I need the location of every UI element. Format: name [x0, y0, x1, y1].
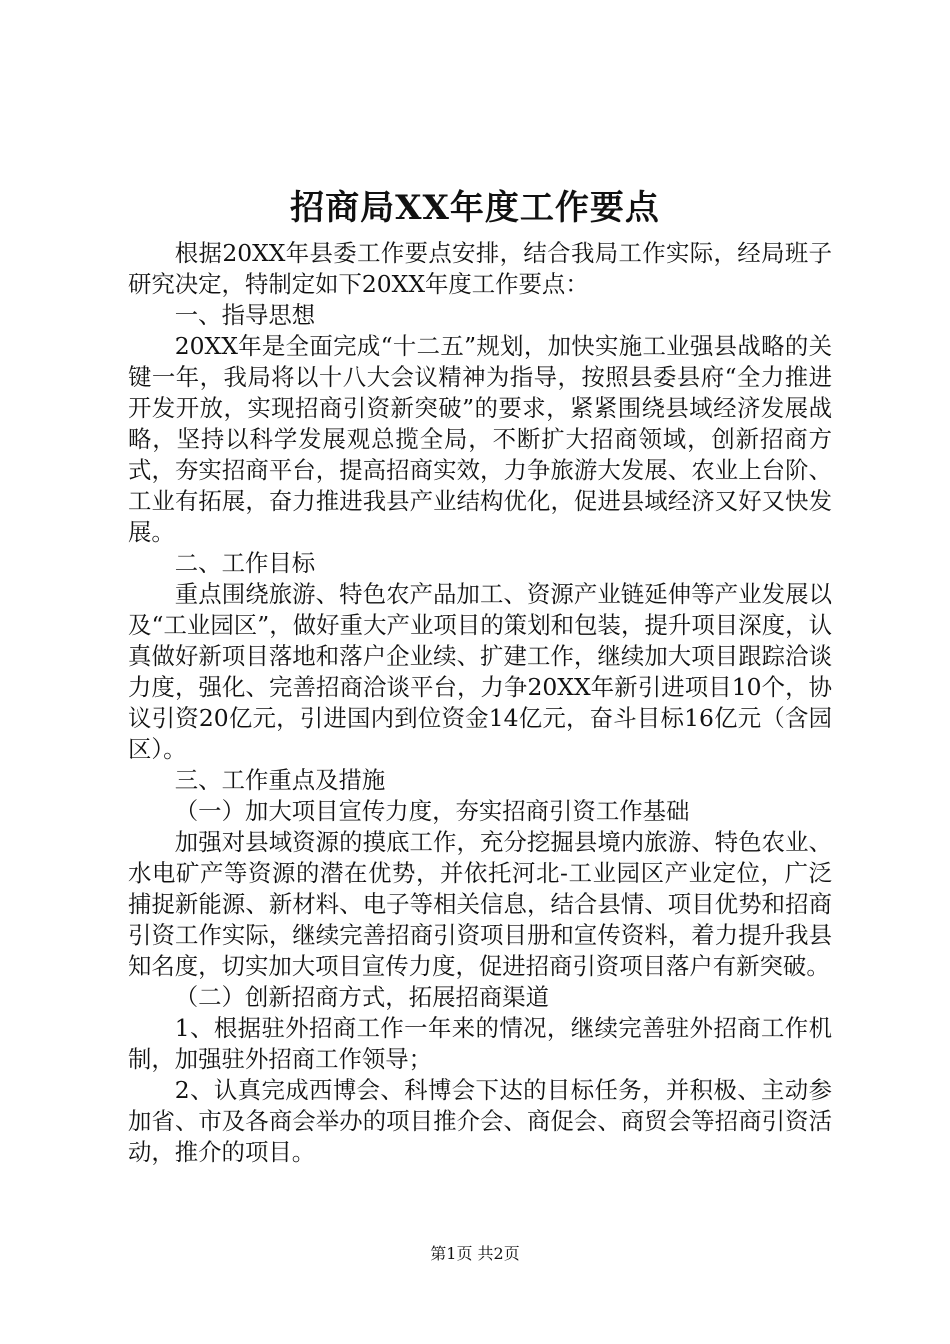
paragraph-guiding-thought: 20XX年是全面完成“十二五”规划，加快实施工业强县战略的关键一年，我局将以十八大会议精神为指导，按照县委县府“全力推进开发开放，实现招商引资新突破”的要求，紧紧围绕县域经济发展战略，坚持以科学发展观总揽全局，不断扩大招商领域，创新招商方式，夯实招商平台，提高招商实效，力争旅游大发展、农业上台阶、工业有拓展，奋力推进我县产业结构优化，促进县域经济又好又快发展。: [128, 332, 832, 546]
document-body: [128, 238, 832, 1168]
list-item-1: 1、根据驻外招商工作一年来的情况，继续完善驻外招商工作机制，加强驻外招商工作领导；: [128, 1014, 832, 1073]
paragraph-intro: 根据20XX年县委工作要点安排，结合我局工作实际，经局班子研究决定，特制定如下20XX年度工作要点：: [128, 239, 832, 298]
page-number: 第1页 共2页: [430, 1244, 520, 1263]
heading-work-goals: 二、工作目标: [174, 549, 316, 577]
list-item-2: 2、认真完成西博会、科博会下达的目标任务，并积极、主动参加省、市及各商会举办的项目推介会、商促会、商贸会等招商引资活动，推介的项目。: [128, 1076, 832, 1166]
subheading-innovate-methods: （二）创新招商方式，拓展招商渠道: [174, 983, 550, 1011]
heading-key-work-measures: 三、工作重点及措施: [174, 766, 386, 794]
heading-guiding-thought: 一、指导思想: [174, 301, 316, 329]
page-title: 招商局XX年度工作要点: [290, 188, 660, 228]
subheading-project-promotion: （一）加大项目宣传力度，夯实招商引资工作基础: [174, 797, 690, 825]
paragraph-work-goals: 重点围绕旅游、特色农产品加工、资源产业链延伸等产业发展以及“工业园区”，做好重大产业项目的策划和包装，提升项目深度，认真做好新项目落地和落户企业续、扩建工作，继续加大项目跟踪洽谈力度，强化、完善招商洽谈平台，力争20XX年新引进项目10个，协议引资20亿元，引进国内到位资金14亿元，奋斗目标16亿元（含园区）。: [128, 580, 832, 763]
paragraph-project-promotion: 加强对县域资源的摸底工作，充分挖掘县境内旅游、特色农业、水电矿产等资源的潜在优势，并依托河北-工业园区产业定位，广泛捕捉新能源、新材料、电子等相关信息，结合县情、项目优势和招商引资工作实际，继续完善招商引资项目册和宣传资料，着力提升我县知名度，切实加大项目宣传力度，促进招商引资项目落户有新突破。: [128, 828, 832, 980]
